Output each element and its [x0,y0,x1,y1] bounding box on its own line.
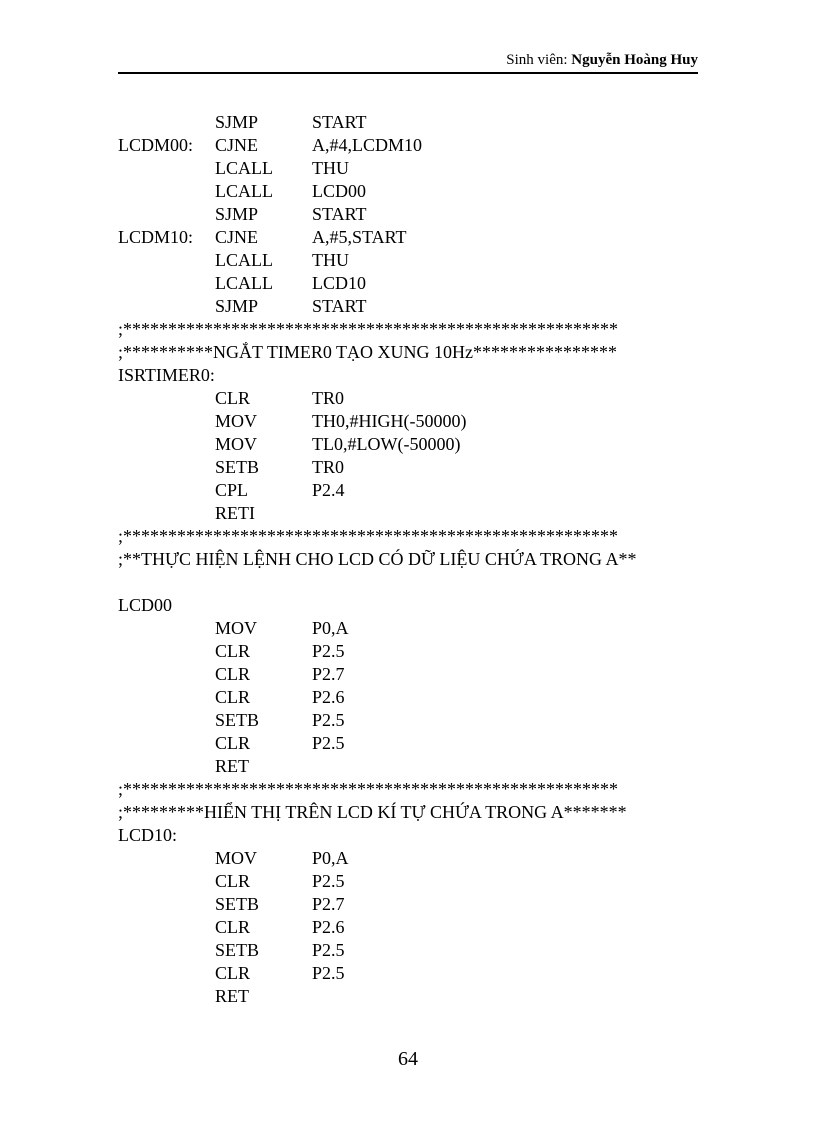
code-mnemonic: SJMP [215,112,259,132]
code-operand: TH0,#HIGH(-50000) [312,411,467,431]
comment-text: ;******************************************************* [118,319,619,339]
code-operand: LCD10 [312,273,366,293]
code-mnemonic: LCALL [215,250,273,270]
code-line [118,663,698,686]
code-mnemonic: RET [215,986,249,1006]
code-mnemonic: RETI [215,503,255,523]
code-line [118,732,698,755]
code-mnemonic: CJNE [215,135,259,155]
code-mnemonic: SETB [215,940,260,960]
code-line [118,180,698,203]
code-label: LCDM10: [118,227,194,247]
code-line [118,847,698,870]
code-mnemonic: MOV [215,411,258,431]
code-operand: P2.5 [312,963,345,983]
code-mnemonic: CLR [215,917,251,937]
code-operand: A,#5,START [312,227,407,247]
code-line [118,594,698,617]
code-operand: P0,A [312,848,349,868]
code-mnemonic: CLR [215,963,251,983]
code-line [118,571,698,594]
code-line [118,640,698,663]
code-mnemonic: SETB [215,894,260,914]
code-mnemonic: MOV [215,618,258,638]
code-line [118,824,698,847]
code-mnemonic: CPL [215,480,249,500]
code-line [118,916,698,939]
code-line [118,525,698,548]
code-operand: THU [312,158,349,178]
label-text: LCD10: [118,825,178,845]
code-line [118,341,698,364]
code-line [118,134,698,157]
code-operand: P2.5 [312,871,345,891]
code-line [118,939,698,962]
code-mnemonic: CLR [215,664,251,684]
code-line [118,755,698,778]
comment-text: ;*********HIỂN THỊ TRÊN LCD KÍ TỰ CHỨA TRONG A******* [118,802,627,822]
code-line [118,272,698,295]
code-operand: P2.5 [312,641,345,661]
header-author-name: Nguyễn Hoàng Huy [571,52,698,68]
code-operand: START [312,204,367,224]
code-line [118,226,698,249]
page-header [118,52,698,74]
code-line [118,548,698,571]
code-mnemonic: RET [215,756,249,776]
code-line [118,870,698,893]
code-operand: THU [312,250,349,270]
code-line [118,893,698,916]
comment-text: ;**THỰC HIỆN LỆNH CHO LCD CÓ DỮ LIỆU CHỨA TRONG A** [118,549,637,569]
label-text: LCD00 [118,595,172,615]
code-operand: LCD00 [312,181,366,201]
comment-text: ;**********NGẮT TIMER0 TẠO XUNG 10Hz**************** [118,342,617,362]
code-mnemonic: CLR [215,871,251,891]
code-mnemonic: CJNE [215,227,259,247]
code-line [118,502,698,525]
code-line [118,479,698,502]
header-label: Sinh viên: [506,52,568,68]
code-operand: P2.4 [312,480,345,500]
code-operand: START [312,112,367,132]
code-line [118,778,698,801]
code-line [118,962,698,985]
code-line [118,387,698,410]
code-operand: TL0,#LOW(-50000) [312,434,461,454]
code-operand: P2.7 [312,894,345,914]
code-line [118,686,698,709]
code-mnemonic: LCALL [215,273,273,293]
code-line [118,111,698,134]
code-operand: P2.5 [312,940,345,960]
code-operand: START [312,296,367,316]
code-mnemonic: CLR [215,687,251,707]
code-operand: P2.6 [312,687,345,707]
code-line [118,295,698,318]
code-line [118,318,698,341]
code-line [118,617,698,640]
code-line [118,709,698,732]
code-label: LCDM00: [118,135,194,155]
code-operand: P2.6 [312,917,345,937]
code-operand: P2.5 [312,710,345,730]
code-operand: TR0 [312,388,345,408]
comment-text: ;******************************************************* [118,526,619,546]
code-operand: P0,A [312,618,349,638]
code-mnemonic: MOV [215,434,258,454]
code-line [118,801,698,824]
code-line [118,985,698,1008]
comment-text: ;******************************************************* [118,779,619,799]
code-operand: TR0 [312,457,345,477]
code-line [118,456,698,479]
code-mnemonic: CLR [215,641,251,661]
code-listing [118,111,698,1008]
code-mnemonic: LCALL [215,158,273,178]
code-mnemonic: LCALL [215,181,273,201]
code-operand: A,#4,LCDM10 [312,135,423,155]
code-mnemonic: SJMP [215,204,259,224]
code-mnemonic: SJMP [215,296,259,316]
code-mnemonic: MOV [215,848,258,868]
code-line [118,249,698,272]
code-line [118,157,698,180]
code-line [118,433,698,456]
code-mnemonic: CLR [215,733,251,753]
page-number: 64 [398,1048,418,1070]
code-mnemonic: SETB [215,710,260,730]
code-line [118,364,698,387]
code-operand: P2.5 [312,733,345,753]
code-line [118,203,698,226]
header-rule [118,72,698,74]
code-operand: P2.7 [312,664,345,684]
code-mnemonic: CLR [215,388,251,408]
code-line [118,410,698,433]
label-text: ISRTIMER0: [118,365,215,385]
code-mnemonic: SETB [215,457,260,477]
